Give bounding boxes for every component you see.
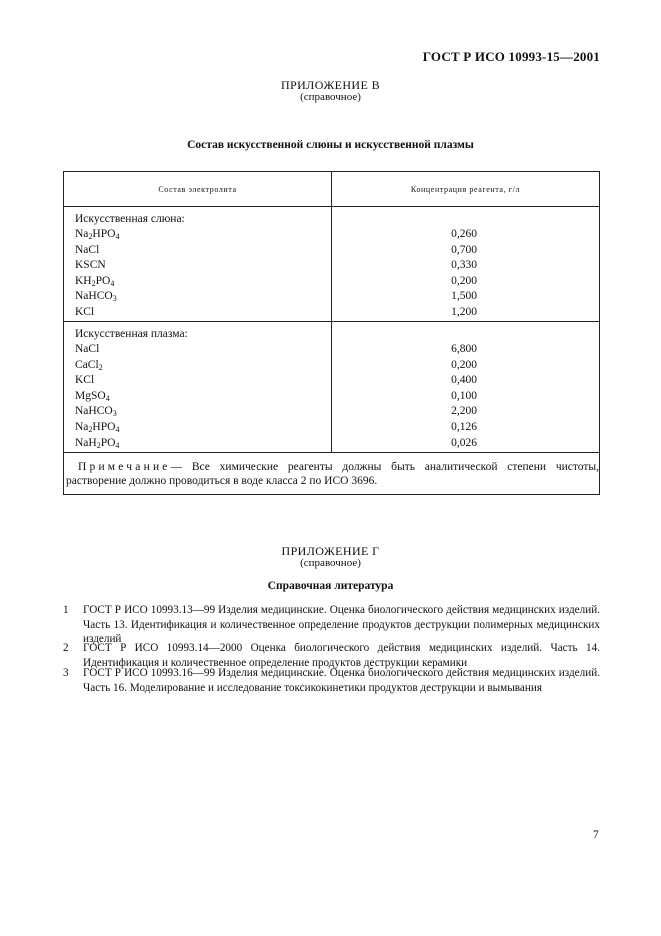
concentration-value: 0,200 bbox=[451, 358, 477, 371]
reference-item bbox=[63, 603, 600, 647]
reference-item bbox=[63, 666, 600, 695]
plasma-values-cell bbox=[332, 322, 600, 453]
reference-text: ГОСТ Р ИСО 10993.16—99 Изделия медицинские. Оценка биологического действия медицинских изделий. Часть 16. Моделирование и исследование токсикокинетики продуктов деструкции и вымывания bbox=[83, 667, 600, 694]
table-caption: Состав искусственной слюны и искусственной плазмы bbox=[187, 139, 474, 151]
concentration-value: 2,200 bbox=[451, 405, 477, 418]
concentration-value: 0,330 bbox=[451, 259, 477, 272]
electrolyte-name: NaHCO$_3$ bbox=[75, 405, 117, 419]
reference-number: 2 bbox=[63, 642, 69, 654]
plasma-names-cell bbox=[64, 322, 332, 453]
document-header: ГОСТ Р ИСО 10993-15—2001 bbox=[422, 49, 600, 64]
electrolyte-name: KCl bbox=[75, 305, 95, 318]
column-header-concentration: Концентрация реагента, г/л bbox=[332, 172, 600, 207]
appendix-g-subtitle: (справочное) bbox=[300, 557, 361, 569]
plasma-group-title: Искусственная плазма: bbox=[75, 328, 188, 340]
electrolyte-name: NaCl bbox=[75, 343, 100, 355]
concentration-value: 0,126 bbox=[451, 420, 477, 433]
note-label: Примечание bbox=[78, 461, 171, 473]
concentration-value: 0,026 bbox=[451, 436, 477, 449]
reference-number: 1 bbox=[63, 604, 69, 616]
electrolyte-name: NaCl bbox=[75, 243, 100, 256]
concentration-value: 0,700 bbox=[451, 243, 477, 256]
electrolyte-name: NaHCO$_3$ bbox=[75, 290, 117, 304]
electrolyte-name: KCl bbox=[75, 374, 95, 387]
concentration-value: 1,200 bbox=[451, 305, 477, 318]
appendix-b-subtitle: (справочное) bbox=[300, 91, 361, 103]
column-header-electrolyte: Состав электролита bbox=[64, 172, 332, 207]
reference-text: ГОСТ Р ИСО 10993.14—2000 Оценка биологического действия медицинских изделий. Часть 14. Идентификация и количественное определение продуктов деструкции керамики bbox=[83, 642, 600, 669]
appendix-b-title: ПРИЛОЖЕНИЕ В bbox=[280, 78, 381, 92]
references-caption: Справочная литература bbox=[267, 580, 394, 592]
saliva-names-cell bbox=[64, 207, 332, 322]
concentration-value: 0,400 bbox=[451, 374, 477, 387]
electrolyte-name: $Na_2HPO_4$ bbox=[75, 420, 120, 434]
composition-table bbox=[63, 171, 600, 495]
reference-number: 3 bbox=[63, 667, 69, 679]
electrolyte-name: KSCN bbox=[75, 259, 106, 272]
concentration-value: 0,200 bbox=[451, 274, 477, 287]
concentration-value: 6,800 bbox=[451, 343, 477, 355]
concentration-value: 0,100 bbox=[451, 389, 477, 402]
concentration-value: 1,500 bbox=[451, 290, 477, 303]
reference-text: ГОСТ Р ИСО 10993.13—99 Изделия медицинские. Оценка биологического действия медицинских изделий. Часть 13. Идентификация и количественное определение продуктов деструкции полимерных медицинских изделий bbox=[83, 604, 600, 645]
electrolyte-name: MgSO$_4$ bbox=[75, 389, 110, 403]
electrolyte-name: CaCl$_2$ bbox=[75, 358, 103, 372]
electrolyte-name: $NaH_2PO_4$ bbox=[75, 436, 120, 450]
note-text: — Все химические реагенты должны быть аналитической степени чистоты, растворение должно проводиться в воде класса 2 по ИСО 3696. bbox=[66, 461, 599, 487]
electrolyte-name: $KH_2PO_4$ bbox=[75, 274, 115, 288]
page-number: 7 bbox=[593, 829, 599, 841]
table-note bbox=[64, 453, 600, 495]
saliva-group-title: Искусственная слюна: bbox=[75, 213, 185, 225]
electrolyte-name: $Na_2HPO_4$ bbox=[75, 228, 120, 241]
appendix-g-title: ПРИЛОЖЕНИЕ Г bbox=[281, 544, 380, 558]
saliva-values-cell bbox=[332, 207, 600, 322]
concentration-value: 0,260 bbox=[451, 228, 477, 240]
